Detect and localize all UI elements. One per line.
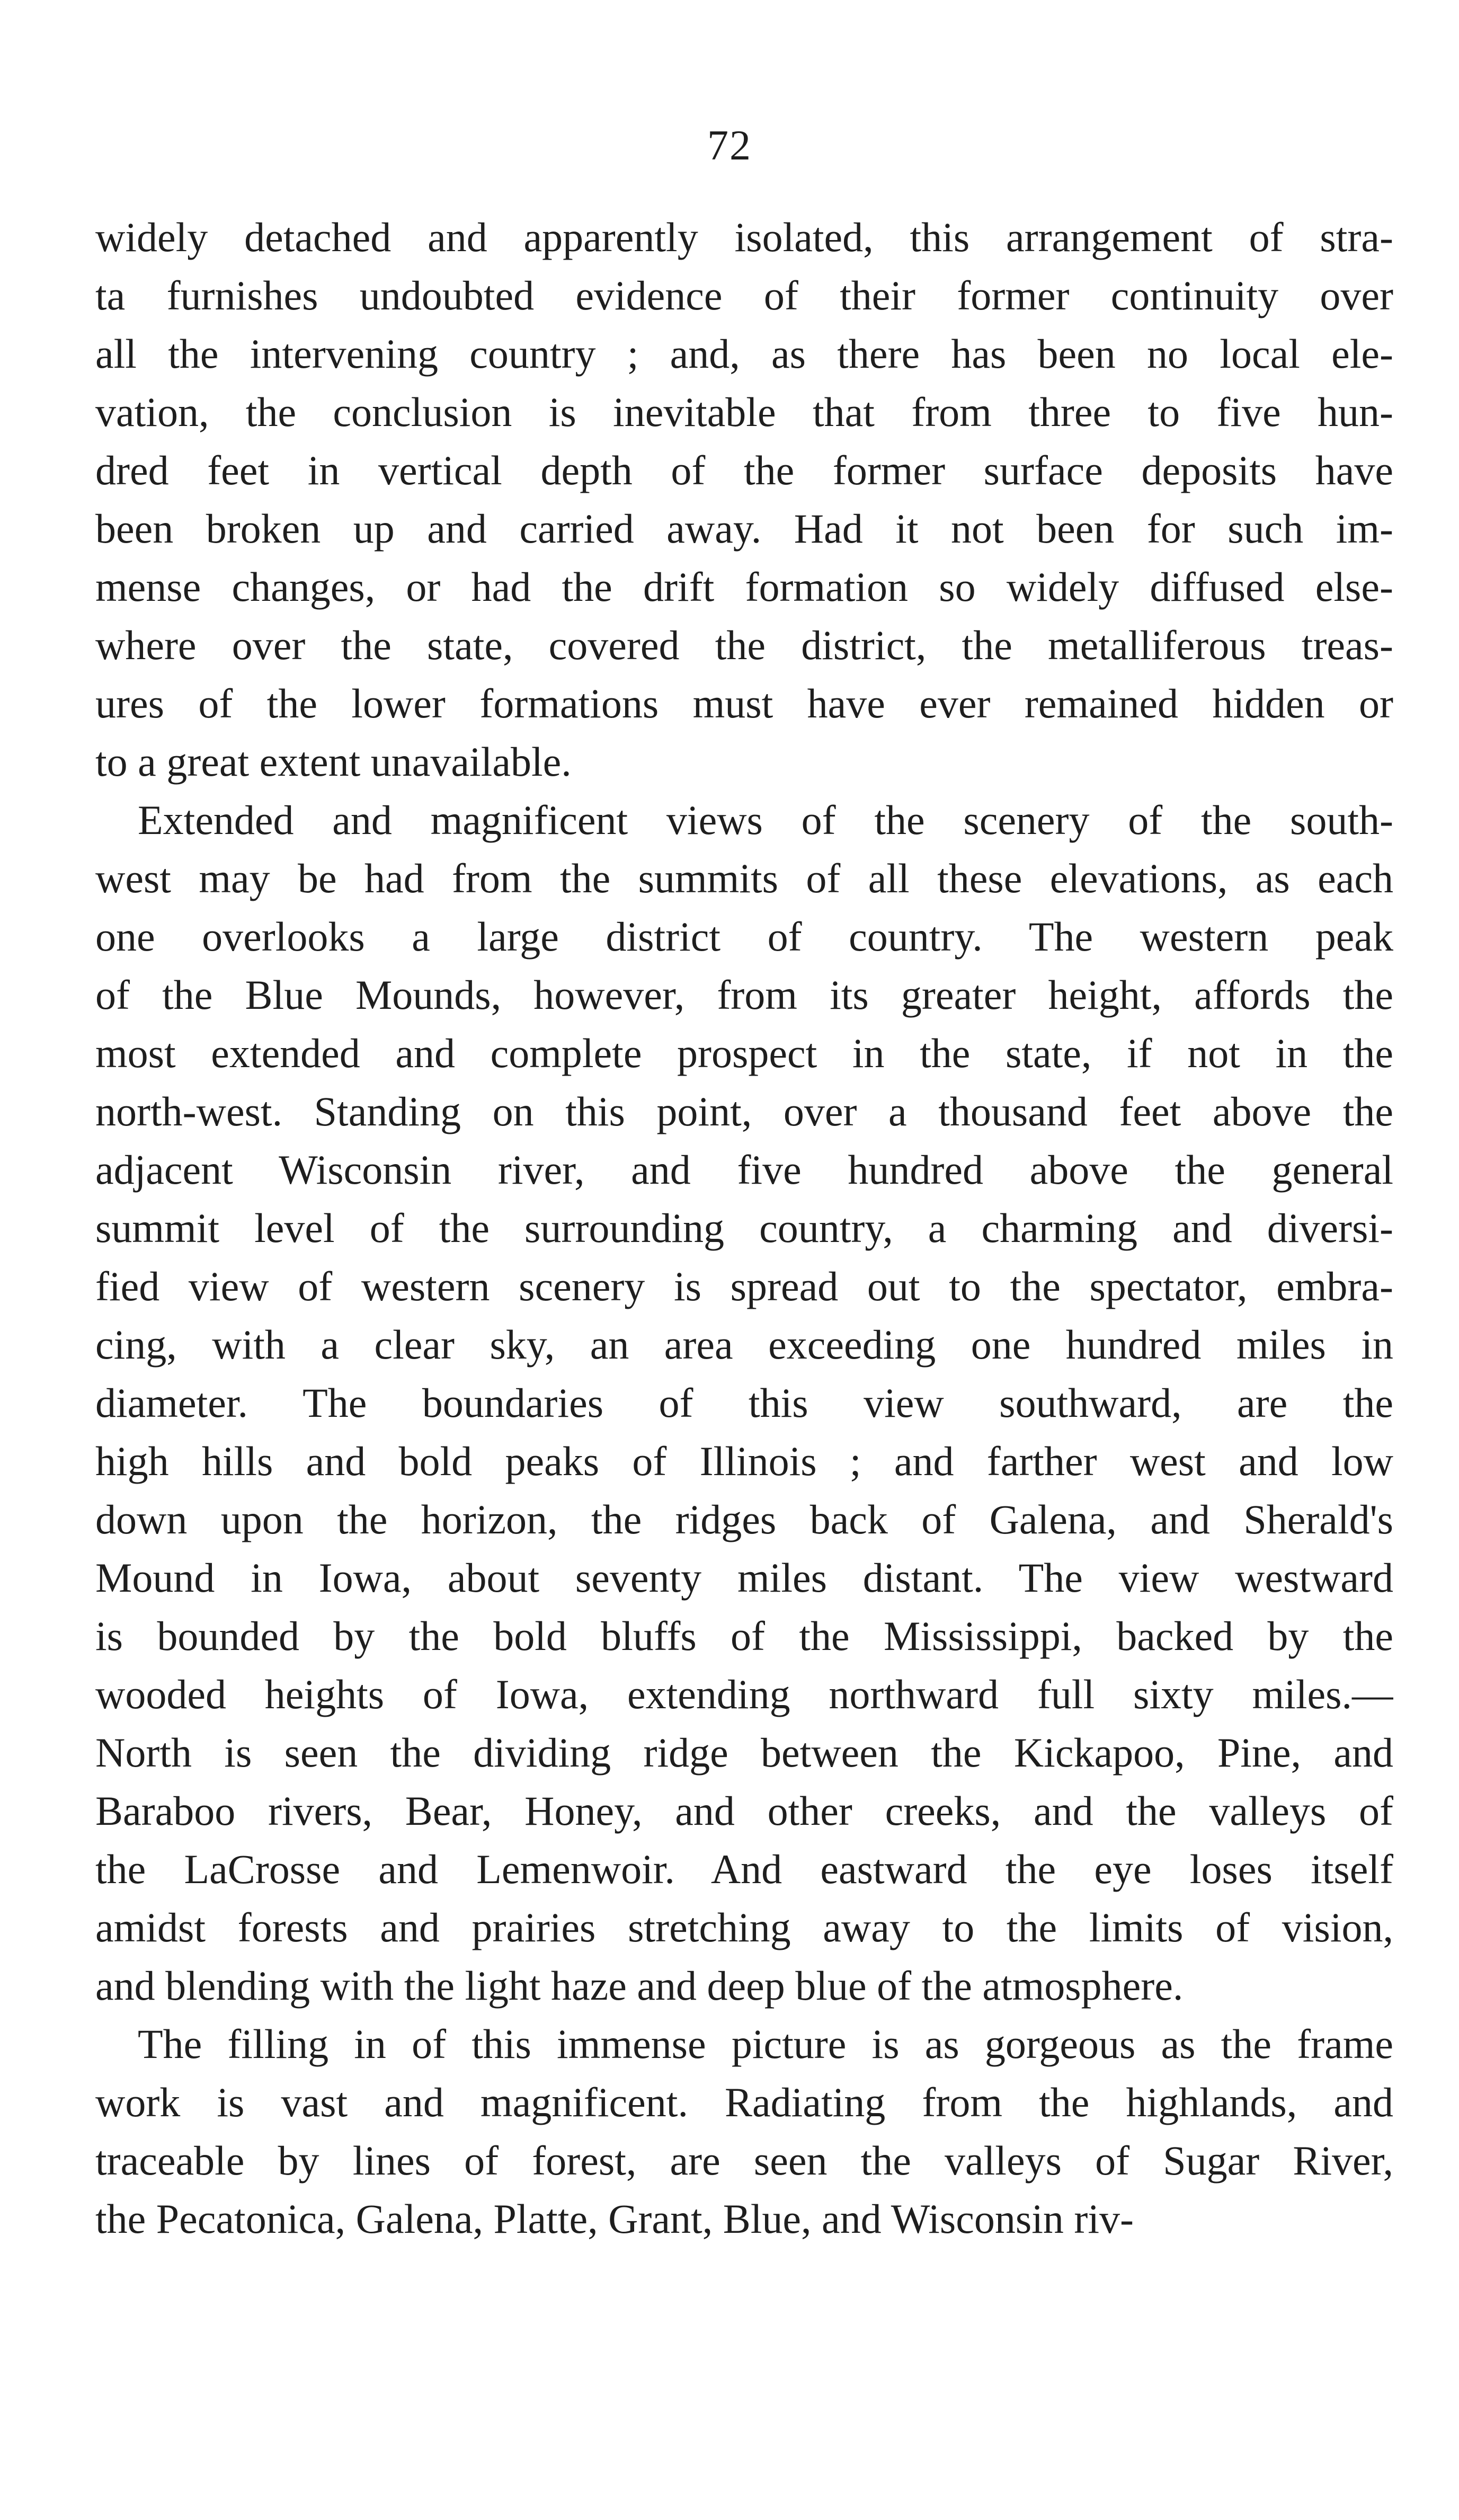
text-line: wooded heights of Iowa, extending northward full sixty miles.— [95,1671,1393,1717]
text-line: work is vast and magnificent. Radiating from the highlands, and [95,2079,1393,2125]
text-line: cing, with a clear sky, an area exceeding one hundred miles in [95,1321,1393,1368]
text-line: all the intervening country ; and, as there has been no local ele- [95,331,1393,377]
text-line: summit level of the surrounding country, a charming and diversi- [95,1205,1393,1251]
text-line: most extended and complete prospect in the state, if not in the [95,1030,1393,1076]
text-line: Mound in Iowa, about seventy miles distant. The view westward [95,1555,1393,1601]
text-line: The filling in of this immense picture is as gorgeous as the frame [138,2021,1393,2067]
text-line: north-west. Standing on this point, over a thousand feet above the [95,1088,1393,1134]
text-line: widely detached and apparently isolated, this arrangement of stra- [95,214,1393,260]
text-line: where over the state, covered the district, the metalliferous treas- [95,622,1393,668]
text-line: of the Blue Mounds, however, from its greater height, affords the [95,972,1393,1018]
text-line: to a great extent unavailable. [95,739,572,785]
text-line: the Pecatonica, Galena, Platte, Grant, Blue, and Wisconsin riv- [95,2196,1134,2242]
paragraph [95,2015,1393,2248]
text-line: dred feet in vertical depth of the former surface deposits have [95,447,1393,493]
text-line: vation, the conclusion is inevitable that from three to five hun- [95,389,1393,435]
text-line: high hills and bold peaks of Illinois ; and farther west and low [95,1438,1393,1484]
text-line: amidst forests and prairies stretching away to the limits of vision, [95,1904,1393,1950]
paragraph [95,208,1393,791]
text-line: ures of the lower formations must have ever remained hidden or [95,680,1393,726]
text-line: traceable by lines of forest, are seen the valleys of Sugar River, [95,2137,1393,2184]
body-text [95,208,1393,2248]
text-line: ta furnishes undoubted evidence of their former continuity over [95,272,1393,318]
text-line: Extended and magnificent views of the scenery of the south- [138,797,1393,843]
text-line: west may be had from the summits of all these elevations, as each [95,855,1393,901]
text-line: mense changes, or had the drift formation so widely diffused else- [95,564,1393,610]
page-number: 72 [707,122,752,169]
paragraph [95,791,1393,2015]
text-line: fied view of western scenery is spread out to the spectator, embra- [95,1263,1393,1309]
text-line: and blending with the light haze and deep blue of the atmosphere. [95,1963,1184,2009]
text-line: North is seen the dividing ridge between the Kickapoo, Pine, and [95,1729,1393,1776]
text-line: been broken up and carried away. Had it not been for such im- [95,505,1393,552]
text-line: adjacent Wisconsin river, and five hundred above the general [95,1147,1393,1193]
text-line: the LaCrosse and Lemenwoir. And eastward the eye loses itself [95,1846,1393,1892]
text-line: Baraboo rivers, Bear, Honey, and other creeks, and the valleys of [95,1788,1393,1834]
text-line: is bounded by the bold bluffs of the Mississippi, backed by the [95,1613,1393,1659]
text-line: diameter. The boundaries of this view southward, are the [95,1380,1393,1426]
text-line: down upon the horizon, the ridges back of Galena, and Sherald's [95,1496,1393,1542]
text-line: one overlooks a large district of country. The western peak [95,913,1393,960]
